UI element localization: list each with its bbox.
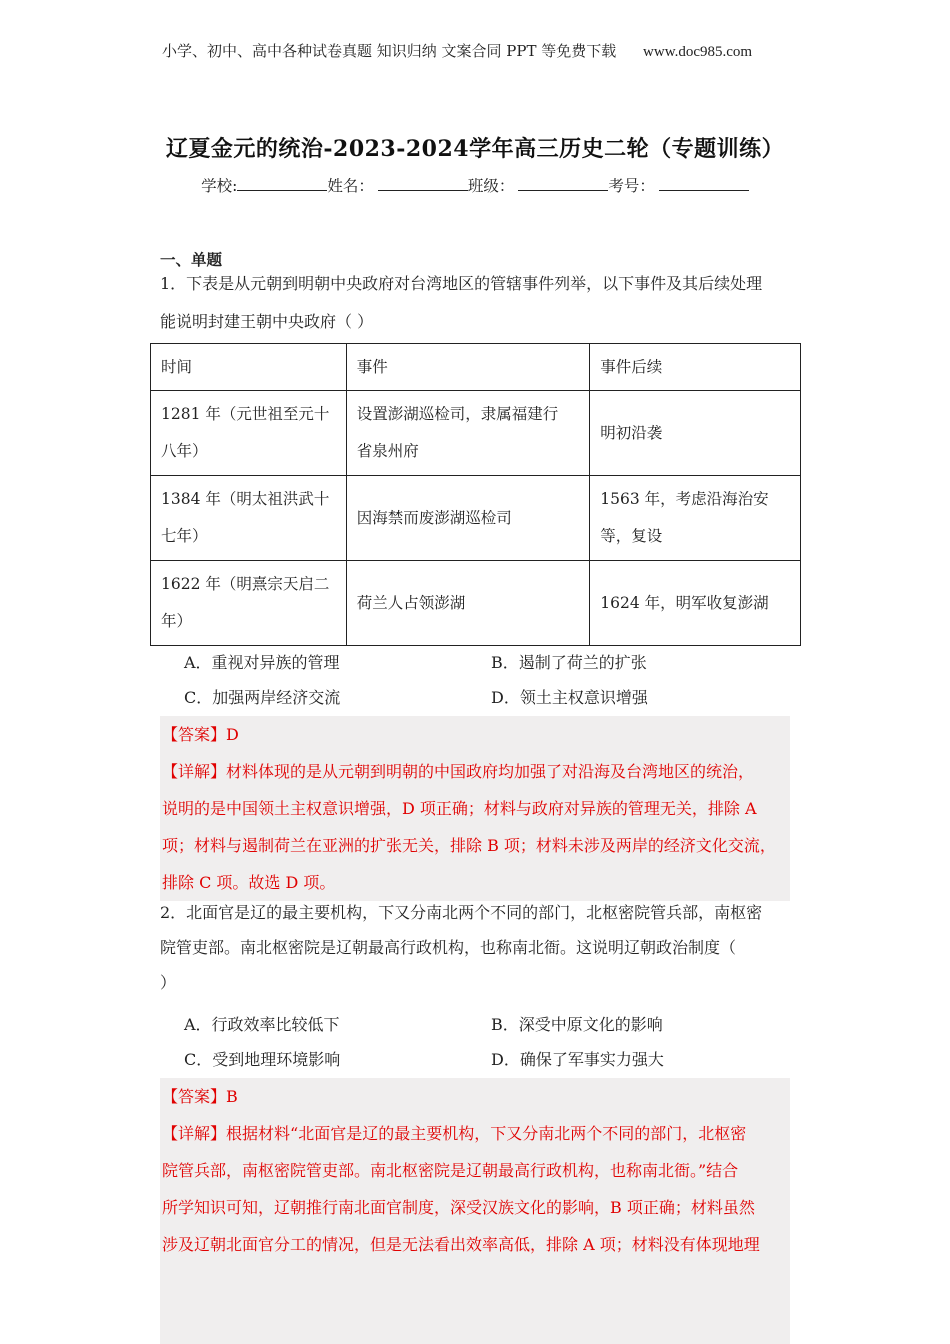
class-label: 班级： <box>467 177 515 195</box>
question-2-text <box>160 895 800 1000</box>
option-a[interactable]: A．行政效率比较低下 <box>184 1015 340 1034</box>
header-site-link[interactable]: www.doc985.com <box>643 44 753 60</box>
answer-line <box>160 716 790 753</box>
table-header-cell: 时间 <box>151 344 347 391</box>
table-cell <box>346 476 590 561</box>
detail-text: 材料体现的是从元朝到明朝的中国政府均加强了对沿海及台湾地区的统治， <box>226 762 755 781</box>
option-a[interactable]: A．重视对异族的管理 <box>184 653 340 672</box>
number-label: 考号： <box>608 177 655 195</box>
cell-line: 1384 年（明太祖洪武十 <box>161 490 330 508</box>
option-b[interactable]: B．遏制了荷兰的扩张 <box>491 653 647 672</box>
cell-line: 因海禁而废澎湖巡检司 <box>356 508 512 527</box>
table-header-row <box>151 344 801 391</box>
student-info-line <box>0 174 950 196</box>
answer-value: B <box>226 1087 238 1106</box>
cell-line: 1563 年，考虑沿海治安 <box>600 490 769 508</box>
option-d[interactable]: D．确保了军事实力强大 <box>491 1050 664 1069</box>
cell-line: 1624 年，明军收复澎湖 <box>600 593 769 612</box>
section-title: 一、单题 <box>160 250 223 269</box>
table-cell <box>346 391 590 476</box>
option-c[interactable]: C．加强两岸经济交流 <box>184 688 341 707</box>
detail-text: 根据材料“北面官是辽的最主要机构，下又分南北两个不同的部门，北枢密 <box>226 1124 747 1143</box>
detail-line <box>160 753 790 790</box>
answer-tag: 【答案】 <box>162 1087 227 1106</box>
detail-line: 说明的是中国领土主权意识增强，D 项正确；材料与政府对异族的管理无关，排除 A <box>162 799 757 818</box>
question-1-text <box>160 266 800 339</box>
table-header-cell: 事件后续 <box>590 344 801 391</box>
header-text: 小学、初中、高中各种试卷真题 知识归纳 文案合同 PPT 等免费下载 <box>162 42 617 60</box>
question-1-line: 能说明封建王朝中央政府（ ） <box>160 312 374 331</box>
name-label: 姓名： <box>327 177 374 195</box>
option-c[interactable]: C．受到地理环境影响 <box>184 1050 341 1069</box>
question-1-line: 1．下表是从元朝到明朝中央政府对台湾地区的管辖事件列举，以下事件及其后续处理 <box>160 274 763 293</box>
table-cell <box>151 476 347 561</box>
cell-line: 七年） <box>161 527 208 545</box>
cell-line: 年） <box>161 612 193 630</box>
table-cell <box>151 561 347 646</box>
option-b[interactable]: B．深受中原文化的影响 <box>491 1015 663 1034</box>
detail-tag: 【详解】 <box>162 762 227 781</box>
detail-line: 涉及辽朝北面官分工的情况，但是无法看出效率高低，排除 A 项；材料没有体现地理 <box>162 1235 760 1254</box>
question-2-line: 院管吏部。南北枢密院是辽朝最高行政机构，也称南北衙。这说明辽朝政治制度（ <box>160 938 737 957</box>
table-cell <box>590 391 801 476</box>
cell-line: 1622 年（明熹宗天启二 <box>161 575 330 593</box>
number-field[interactable] <box>659 176 749 191</box>
detail-line: 院管兵部，南枢密院管吏部。南北枢密院是辽朝最高行政机构，也称南北衙。”结合 <box>162 1161 739 1180</box>
table-row <box>151 476 801 561</box>
cell-line: 明初沿袭 <box>600 423 663 442</box>
detail-line: 排除 C 项。故选 D 项。 <box>162 873 336 892</box>
detail-line <box>160 1115 790 1152</box>
cell-line: 八年） <box>161 442 208 460</box>
detail-line: 项；材料与遏制荷兰在亚洲的扩张无关，排除 B 项；材料未涉及两岸的经济文化交流， <box>162 836 776 855</box>
table-cell <box>346 561 590 646</box>
table-cell <box>590 561 801 646</box>
answer-block <box>160 716 790 901</box>
answer-block <box>160 1078 790 1344</box>
cell-line: 省泉州府 <box>356 442 419 460</box>
table-row <box>151 561 801 646</box>
detail-tag: 【详解】 <box>162 1124 227 1143</box>
answer-line <box>160 1078 790 1115</box>
table-cell <box>151 391 347 476</box>
cell-line: 设置澎湖巡检司，隶属福建行 <box>356 405 559 423</box>
detail-line: 所学知识可知，辽朝推行南北面官制度，深受汉族文化的影响，B 项正确；材料虽然 <box>162 1198 755 1217</box>
cell-line: 等，复设 <box>600 527 663 545</box>
cell-line: 荷兰人占领澎湖 <box>356 593 466 612</box>
page-header <box>162 40 752 61</box>
school-label: 学校: <box>201 177 238 195</box>
question-1-table <box>150 343 801 646</box>
table-row <box>151 391 801 476</box>
answer-value: D <box>226 725 239 744</box>
option-d[interactable]: D．领土主权意识增强 <box>491 688 648 707</box>
class-field[interactable] <box>518 176 608 191</box>
page-title: 辽夏金元的统治-2023-2024学年高三历史二轮（专题训练） <box>165 136 785 162</box>
cell-line: 1281 年（元世祖至元十 <box>161 405 330 423</box>
school-field[interactable] <box>237 176 327 191</box>
question-2-line: 2．北面官是辽的最主要机构，下又分南北两个不同的部门，北枢密院管兵部，南枢密 <box>160 903 763 922</box>
table-cell <box>590 476 801 561</box>
question-2-line: ） <box>160 973 177 992</box>
table-header-cell: 事件 <box>346 344 590 391</box>
name-field[interactable] <box>378 176 468 191</box>
answer-tag: 【答案】 <box>162 725 227 744</box>
